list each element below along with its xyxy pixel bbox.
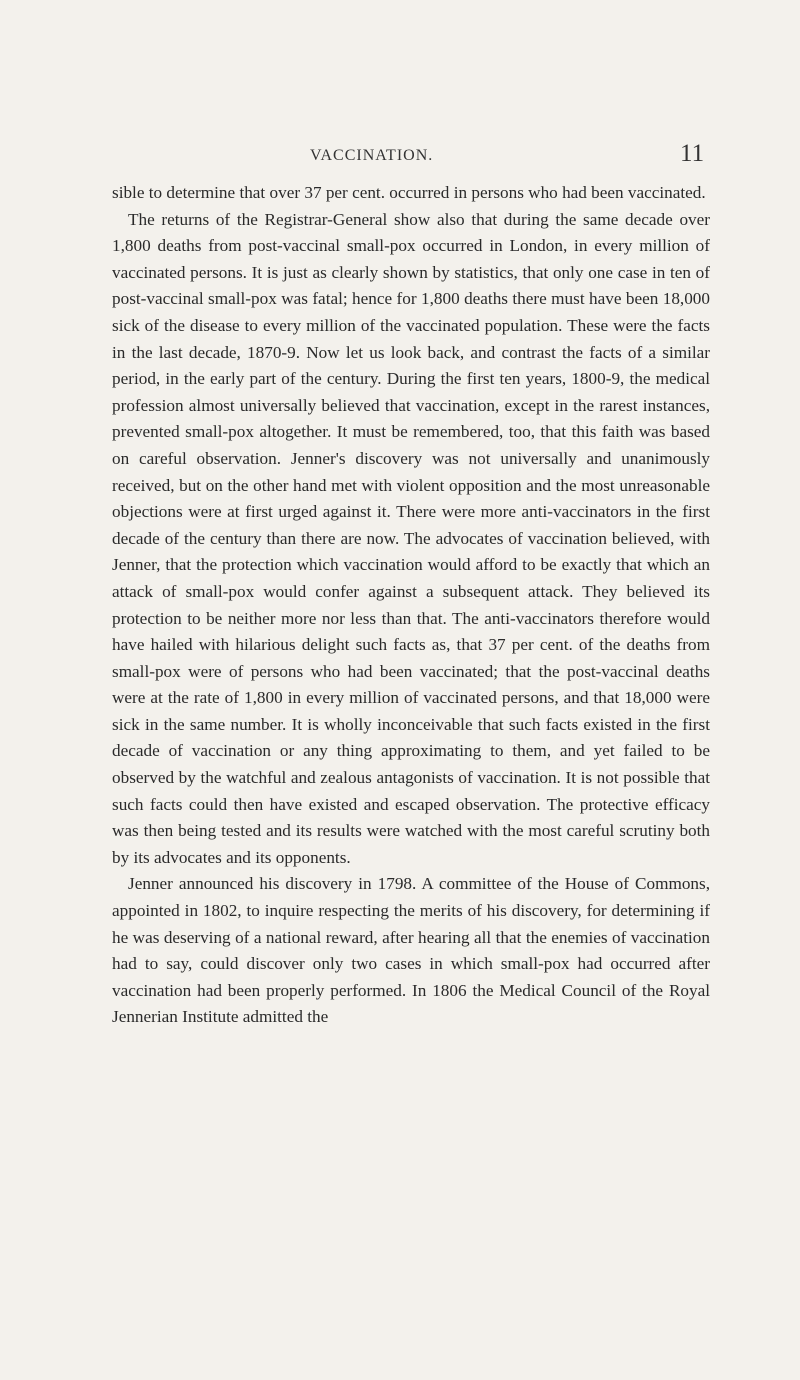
paragraph-2: The returns of the Registrar-General show also that during the same decade over 1,800 deaths from post-vaccinal small-pox occurred in London, in every million of vaccinated persons. It is just as clearly shown by statistics, that only one case in ten of post-vaccinal small-pox was fatal; hence for 1,800 deaths there must have been 18,000 sick of the disease to every million of the vaccinated population. These were the facts in the last decade, 1870-9. Now let us look back, and contrast the facts of a similar period, in the early part of the century. During the first ten years, 1800-9, the medical profession almost universally believed that vaccination, except in the rarest instances, prevented small-pox altogether. It must be remembered, too, that this faith was based on careful observation. Jenner's discovery was not universally and unanimously received, but on the other hand met with violent opposition and the most unreasonable objections were at first urged against it. There were more anti-vaccinators in the first decade of the century than there are now. The advocates of vaccination believed, with Jenner, that the protection which vaccination would afford to be exactly that which an attack of small-pox would confer against a subsequent attack. They believed its protection to be neither more nor less than that. The anti-vaccinators therefore would have hailed with hilarious delight such facts as, that 37 per cent. of the deaths from small-pox were of persons who had been vaccinated; that the post-vaccinal deaths were at the rate of 1,800 in every million of vaccinated persons, and that 18,000 were sick in the same number. It is wholly inconceivable that such facts existed in the first decade of vaccination or any thing approximating to them, and yet failed to be observed by the watchful and zealous antagonists of vaccination. It is not possible that such facts could then have existed and escaped observation. The protective efficacy was then being tested and its results were watched with the most careful scrutiny both by its advocates and its opponents. xyxy=(112,209,710,867)
body-text xyxy=(112,180,710,1031)
running-title: VACCINATION. xyxy=(310,147,434,164)
paragraph-1: sible to determine that over 37 per cent. occurred in persons who had been vaccinated. xyxy=(112,183,706,202)
page-number: 11 xyxy=(680,140,705,167)
paragraph-3: Jenner announced his discovery in 1798. A committee of the House of Commons, appointed in 1802, to inquire respecting the merits of his discovery, for determining if he was deserving of a national reward, after hearing all that the enemies of vaccination had to say, could discover only two cases in which small-pox had occurred after vaccination had been properly performed. In 1806 the Medical Council of the Royal Jennerian Institute admitted the xyxy=(112,874,710,1027)
